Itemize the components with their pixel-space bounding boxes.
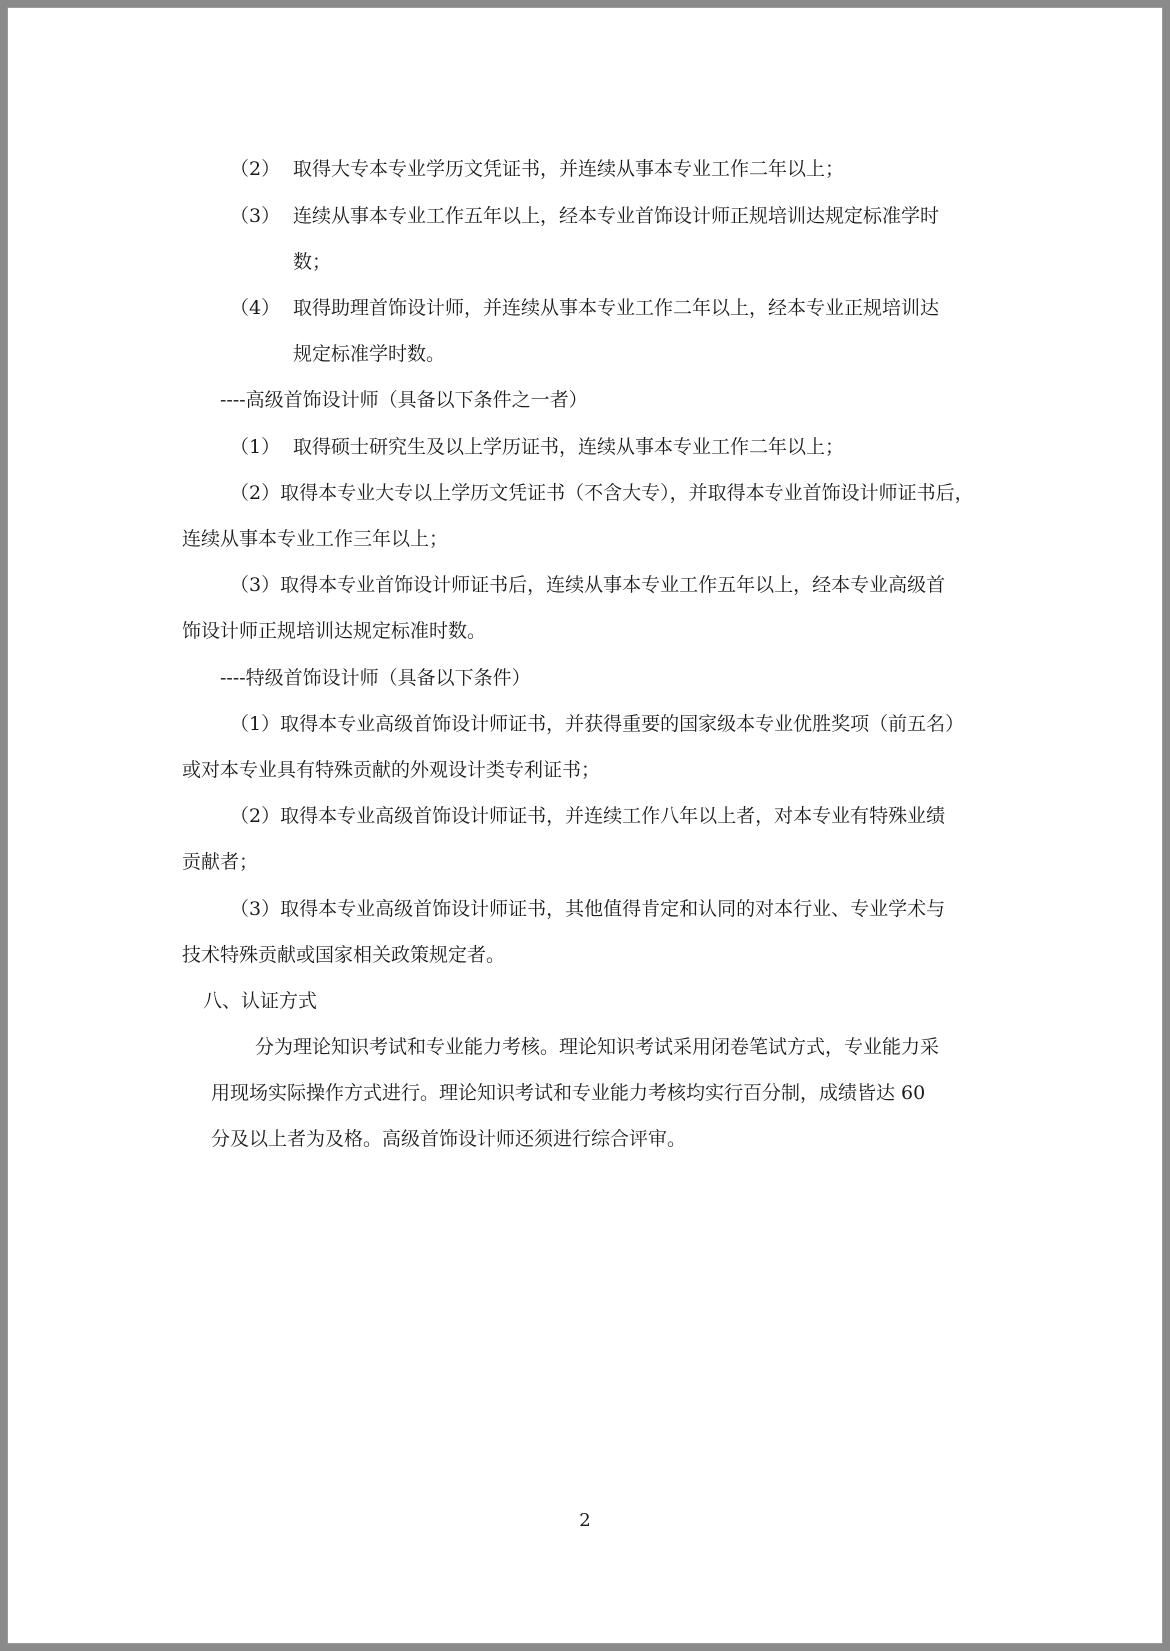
paragraph-line: 连续从事本专业工作五年以上，经本专业首饰设计师正规培训达规定标准学时	[293, 205, 940, 227]
section-heading: ----特级首饰设计师（具备以下条件）	[220, 667, 531, 689]
paragraph-line: 取得助理首饰设计师，并连续从事本专业工作二年以上，经本专业正规培训达	[293, 297, 940, 319]
paragraph-line: 分为理论知识考试和专业能力考核。理论知识考试采用闭卷笔试方式，专业能力采	[255, 1036, 940, 1058]
paragraph-line: （1）取得本专业高级首饰设计师证书，并获得重要的国家级本专业优胜奖项（前五名）	[230, 713, 965, 735]
paragraph-line: 取得大专本专业学历文凭证书，并连续从事本专业工作二年以上；	[293, 158, 845, 180]
paragraph-line: 技术特殊贡献或国家相关政策规定者。	[182, 944, 506, 966]
item-number: （1）	[230, 436, 281, 458]
paragraph-line: 规定标准学时数。	[293, 343, 446, 365]
paragraph-line: （3）取得本专业高级首饰设计师证书，其他值得肯定和认同的对本行业、专业学术与	[230, 898, 946, 920]
paragraph-line: 贡献者；	[182, 851, 259, 873]
paragraph-line: 分及以上者为及格。高级首饰设计师还须进行综合评审。	[211, 1128, 687, 1150]
paragraph-line: 连续从事本专业工作三年以上；	[182, 528, 449, 550]
section-heading: ----高级首饰设计师（具备以下条件之一者）	[220, 389, 588, 411]
item-number: （3）	[230, 205, 281, 227]
document-page	[7, 7, 1163, 1644]
paragraph-line: 数；	[293, 251, 332, 273]
page-number: 2	[579, 1510, 591, 1531]
paragraph-line: 饰设计师正规培训达规定标准时数。	[182, 620, 487, 642]
paragraph-line: 用现场实际操作方式进行。理论知识考试和专业能力考核均实行百分制，成绩皆达 60	[211, 1082, 926, 1104]
paragraph-line: （2）取得本专业大专以上学历文凭证书（不含大专），并取得本专业首饰设计师证书后，	[230, 482, 974, 504]
item-number: （4）	[230, 297, 281, 319]
item-number: （2）	[230, 158, 281, 180]
paragraph-line: （2）取得本专业高级首饰设计师证书，并连续工作八年以上者，对本专业有特殊业绩	[230, 805, 946, 827]
paragraph-line: （3）取得本专业首饰设计师证书后，连续从事本专业工作五年以上，经本专业高级首	[230, 574, 946, 596]
section-title: 八、认证方式	[203, 990, 318, 1012]
paragraph-line: 取得硕士研究生及以上学历证书，连续从事本专业工作二年以上；	[293, 436, 845, 458]
paragraph-line: 或对本专业具有特殊贡献的外观设计类专利证书；	[182, 759, 601, 781]
